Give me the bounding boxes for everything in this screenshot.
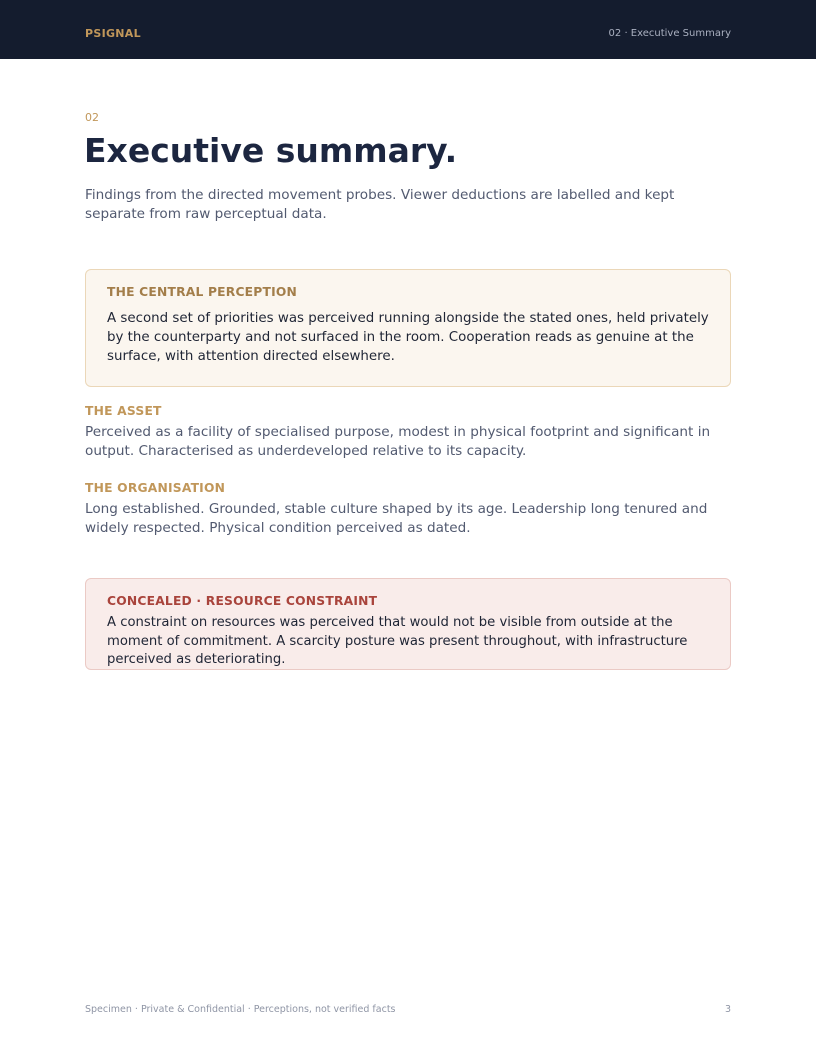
intro-paragraph: Findings from the directed movement probes. Viewer deductions are labelled and kept separate from raw perceptual data. bbox=[85, 187, 675, 222]
brand-logo-text: PSIGNAL bbox=[85, 27, 141, 40]
page-title: Executive summary. bbox=[84, 131, 458, 170]
page-number: 3 bbox=[724, 1004, 731, 1015]
concealed-constraint-callout bbox=[85, 578, 731, 670]
footer-note: Specimen · Private & Confidential · Perceptions, not verified facts bbox=[85, 1004, 396, 1015]
concealed-constraint-text: A constraint on resources was perceived that would not be visible from outside at the moment of commitment. A scarcity posture was present throughout, with infrastructure perceived as deteriorating. bbox=[107, 615, 688, 667]
central-perception-text: A second set of priorities was perceived running alongside the stated ones, held privately by the counterparty and not surfaced in the room. Cooperation reads as genuine at the surface, with attention directed elsewhere. bbox=[107, 311, 709, 364]
header-section-label: 02 · Executive Summary bbox=[608, 28, 731, 39]
asset-heading: THE ASSET bbox=[85, 404, 162, 418]
header-bar bbox=[0, 0, 816, 59]
concealed-constraint-title: CONCEALED · RESOURCE CONSTRAINT bbox=[107, 594, 378, 608]
organisation-text: Long established. Grounded, stable culture shaped by its age. Leadership long tenured and widely respected. Physical condition perceived as dated. bbox=[85, 501, 708, 536]
section-number: 02 bbox=[85, 111, 99, 124]
central-perception-callout bbox=[85, 269, 731, 387]
organisation-heading: THE ORGANISATION bbox=[85, 481, 226, 495]
asset-text: Perceived as a facility of specialised purpose, modest in physical footprint and significant in output. Characterised as underdeveloped relative to its capacity. bbox=[85, 424, 711, 459]
central-perception-title: THE CENTRAL PERCEPTION bbox=[107, 285, 297, 299]
